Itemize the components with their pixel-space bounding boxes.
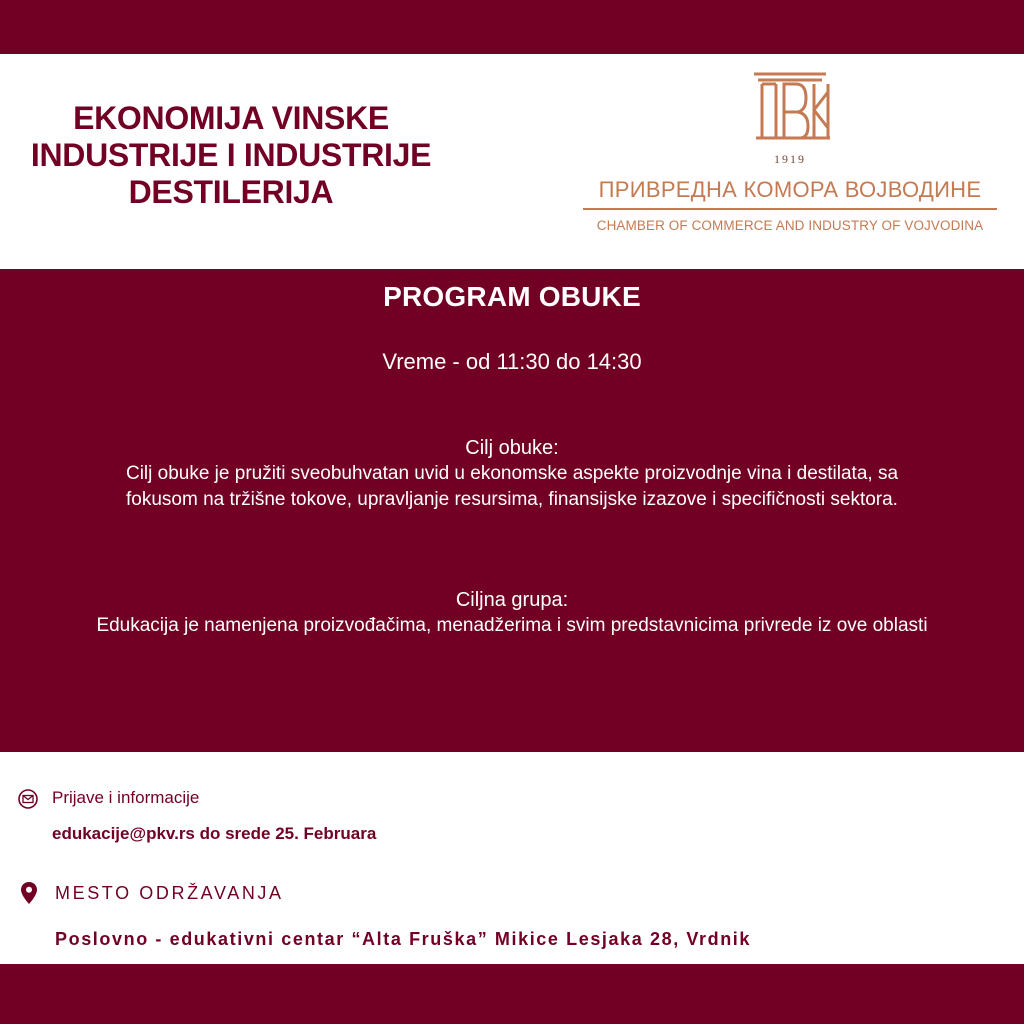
event-title-line: INDUSTRIJE I INDUSTRIJE: [30, 137, 432, 173]
event-title: [0, 100, 462, 211]
event-title-line: DESTILERIJA: [128, 174, 334, 210]
venue-address: Poslovno - edukativni centar “Alta Fruška” Mikice Lesjaka 28, Vrdnik: [55, 929, 752, 949]
event-title-line: EKONOMIJA VINSKE: [73, 100, 389, 136]
target-group-heading: Ciljna grupa:: [455, 589, 569, 611]
location-pin-icon: [20, 881, 38, 905]
program-time: Vreme - od 11:30 do 14:30: [382, 349, 642, 374]
program-title: PROGRAM OBUKE: [383, 281, 641, 312]
logo-year: 1919: [774, 152, 806, 166]
envelope-icon: [18, 789, 38, 809]
logo-divider: [583, 208, 997, 210]
logo-name-english: CHAMBER OF COMMERCE AND INDUSTRY OF VOJVODINA: [596, 218, 984, 233]
program-section: [0, 269, 1024, 752]
registration-label: Prijave i informacije: [52, 788, 200, 807]
organization-logo: [580, 70, 1000, 240]
goal-text: Cilj obuke je pružiti sveobuhvatan uvid u ekonomske aspekte proizvodnje vina i destilata, sa fokusom na tržišne tokove, upravljanje resursima, finansijske izazove i specifičnosti sektora.: [125, 463, 899, 510]
info-section: [0, 752, 1024, 964]
header: [0, 54, 1024, 269]
top-band: [0, 0, 1024, 54]
target-group-text: Edukacija je namenjena proizvođačima, menadžerima i svim predstavnicima privrede iz ove oblasti: [96, 615, 928, 636]
monogram-icon: [748, 70, 832, 142]
goal-block: [20, 435, 1004, 513]
target-group-block: [20, 587, 1004, 639]
venue-label: MESTO ODRŽAVANJA: [55, 883, 284, 903]
registration-detail[interactable]: edukacije@pkv.rs do srede 25. Februara: [52, 824, 377, 843]
logo-name-cyrillic: ПРИВРЕДНА КОМОРА ВОЈВОДИНЕ: [598, 177, 982, 202]
goal-heading: Cilj obuke:: [465, 437, 559, 459]
bottom-band: [0, 964, 1024, 1024]
